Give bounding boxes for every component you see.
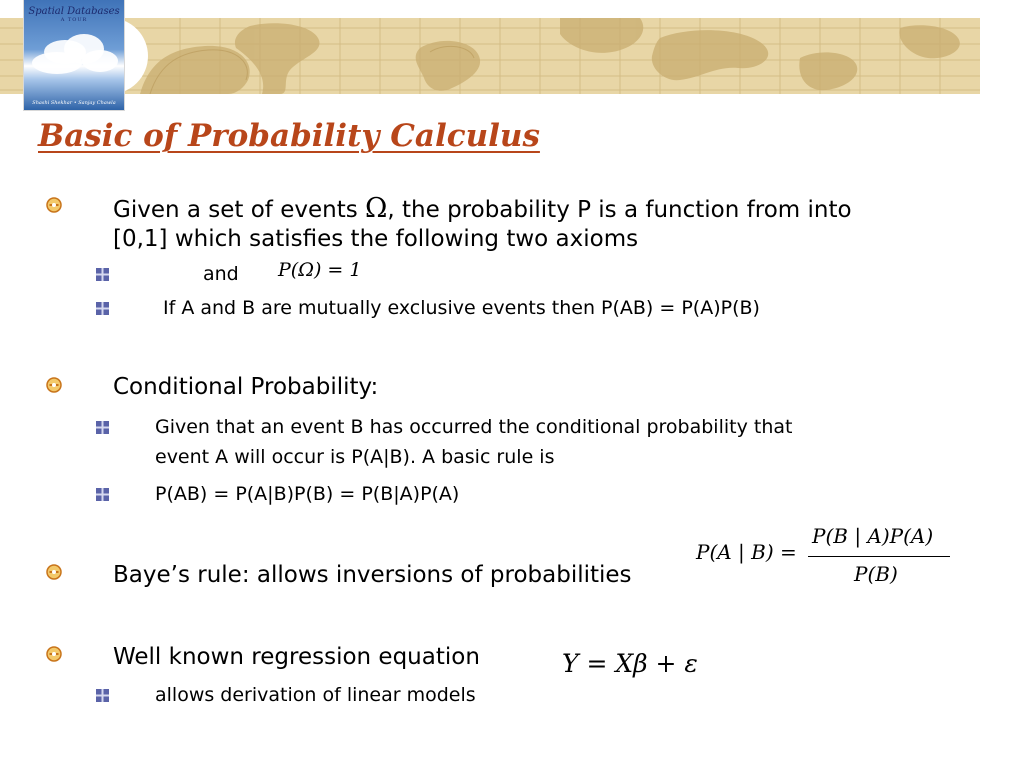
sub-bullet-icon xyxy=(96,488,109,501)
sub-bullet-conditional-line-2: event A will occur is P(A|B). A basic rule is xyxy=(155,446,555,468)
bullet-icon xyxy=(46,564,62,580)
sub-bullet-conditional-line-1: Given that an event B has occurred the conditional probability that xyxy=(155,416,793,438)
cloud-shape xyxy=(32,52,82,74)
book-authors: Shashi Shekhar • Sanjay Chawla xyxy=(32,100,116,106)
sub-bullet-and: and xyxy=(203,263,239,285)
bayes-fraction-bar xyxy=(808,556,950,557)
omega-symbol: Ω xyxy=(365,193,388,224)
bullet-1-line-1 xyxy=(113,193,852,226)
sub-bullet-mutually-exclusive: If A and B are mutually exclusive events then P(AB) = P(A)P(B) xyxy=(163,297,760,319)
bullet-1-text-b: , the probability P is a function from into xyxy=(387,197,852,223)
book-subtitle: A TOUR xyxy=(60,17,88,23)
bullet-1-text-a: Given a set of events xyxy=(113,197,366,223)
bullet-4-text: Well known regression equation xyxy=(113,644,480,670)
bullet-3-text: Baye’s rule: allows inversions of probabilities xyxy=(113,562,632,588)
cloud-shape xyxy=(82,50,118,72)
slide-title: Basic of Probability Calculus xyxy=(38,118,540,154)
sub-bullet-icon xyxy=(96,689,109,702)
bayes-formula-numerator: P(B | A)P(A) xyxy=(812,524,934,548)
bullet-icon xyxy=(46,377,62,393)
bayes-formula-denominator: P(B) xyxy=(854,562,898,586)
axiom-formula: P(Ω) = 1 xyxy=(278,259,362,281)
book-cover-logo xyxy=(24,0,124,110)
bullet-2-text: Conditional Probability: xyxy=(113,374,379,400)
sub-bullet-icon xyxy=(96,302,109,315)
sub-bullet-linear-models: allows derivation of linear models xyxy=(155,684,476,706)
bullet-icon xyxy=(46,197,62,213)
bayes-formula-lhs: P(A | B) = xyxy=(696,540,797,564)
bullet-1-line-2: [0,1] which satisfies the following two axioms xyxy=(113,226,639,252)
sub-bullet-basic-rule: P(AB) = P(A|B)P(B) = P(B|A)P(A) xyxy=(155,483,460,505)
regression-formula: Y = Xβ + ε xyxy=(562,649,698,678)
header-banner xyxy=(0,18,980,94)
book-title: Spatial Databases xyxy=(28,6,120,17)
sub-bullet-icon xyxy=(96,421,109,434)
sub-bullet-icon xyxy=(96,268,109,281)
bullet-icon xyxy=(46,646,62,662)
